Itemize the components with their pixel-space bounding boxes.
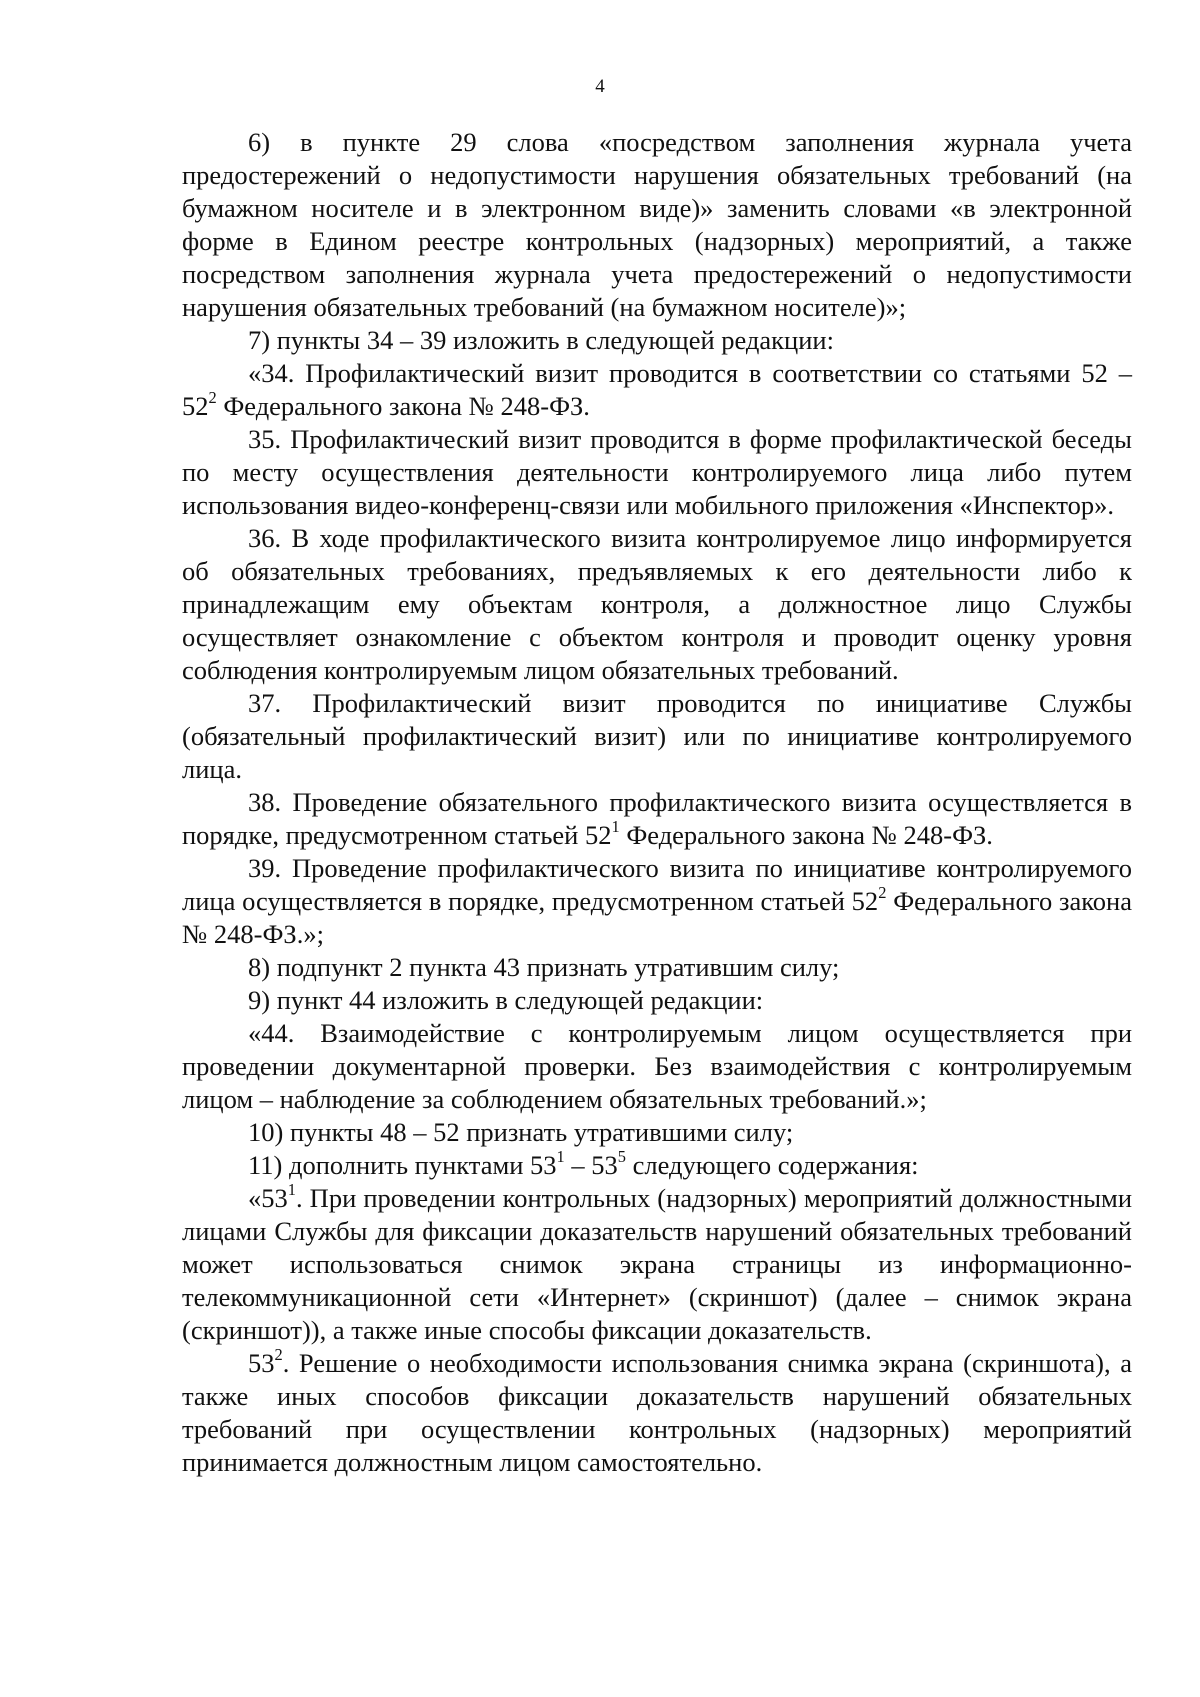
text-run: «34. Профилактический визит проводится в соответствии со статьями 52 – 52: [182, 358, 1139, 421]
text-run: . При проведении контрольных (надзорных) мероприятий должностными лицами Службы для фиксации доказательств нарушений обязательных требований может использоваться снимок экрана страницы из информационно-телекоммуникационной сети «Интернет» (скриншот) (далее – снимок экрана (скриншот)), а также иные способы фиксации доказательств.: [182, 1183, 1139, 1345]
paragraph: [182, 1344, 1139, 1479]
text-run: 8) подпункт 2 пункта 43 признать утратившим силу;: [248, 952, 840, 982]
paragraph: [182, 324, 1132, 357]
text-run: Федерального закона № 248-ФЗ.: [216, 391, 590, 421]
paragraph: [182, 357, 1139, 423]
text-run: 39. Проведение профилактического визита по инициативе контролируемого лица осуществляется в порядке, предусмотренном статьей 52: [182, 853, 1139, 916]
superscript: 1: [287, 1179, 296, 1199]
superscript: 1: [611, 816, 620, 836]
superscript: 5: [617, 1146, 626, 1166]
page-number: 4: [595, 76, 605, 97]
text-run: 7) пункты 34 – 39 изложить в следующей редакции:: [248, 325, 834, 355]
superscript: 1: [556, 1146, 565, 1166]
document-body: [182, 126, 1139, 1479]
paragraph: [182, 852, 1139, 951]
text-run: «53: [248, 1183, 288, 1213]
superscript: 2: [274, 1344, 283, 1364]
paragraph: [182, 687, 1139, 786]
text-run: 6) в пункте 29 слова «посредством заполнения журнала учета предостережений о недопустимости нарушения обязательных требований (на бумажном носителе и в электронном виде)» заменить словами «в электронной форме в Едином реестре контрольных (надзорных) мероприятий, а также посредством заполнения журнала учета предостережений о недопустимости нарушения обязательных требований (на бумажном носителе)»;: [182, 127, 1139, 322]
text-run: Федерального закона № 248-ФЗ.»;: [182, 886, 1139, 949]
paragraph: [182, 522, 1139, 687]
paragraph: [182, 1146, 1132, 1182]
paragraph: [182, 951, 1132, 984]
text-run: 9) пункт 44 изложить в следующей редакции:: [248, 985, 764, 1015]
text-run: 38. Проведение обязательного профилактического визита осуществляется в порядке, предусмотренном статьей 52: [182, 787, 1139, 850]
superscript: 2: [878, 882, 887, 902]
text-run: Федерального закона № 248-ФЗ.: [619, 820, 993, 850]
text-run: «44. Взаимодействие с контролируемым лицом осуществляется при проведении документарной проверки. Без взаимодействия с контролируемым лицом – наблюдение за соблюдением обязательных требований.»;: [182, 1018, 1139, 1114]
text-run: 37. Профилактический визит проводится по инициативе Службы (обязательный профилактический визит) или по инициативе контролируемого лица.: [182, 688, 1139, 784]
text-run: 10) пункты 48 – 52 признать утратившими силу;: [248, 1117, 794, 1147]
paragraph: [182, 423, 1139, 522]
paragraph: [182, 1116, 1132, 1149]
text-run: 11) дополнить пунктами 53: [248, 1150, 557, 1180]
text-run: 53: [248, 1348, 275, 1378]
text-run: следующего содержания:: [625, 1150, 919, 1180]
text-run: – 53: [564, 1150, 618, 1180]
text-run: 36. В ходе профилактического визита контролируемое лицо информируется об обязательных требованиях, предъявляемых к его деятельности либо к принадлежащим ему объектам контроля, а должностное лицо Службы осуществляет ознакомление с объектом контроля и проводит оценку уровня соблюдения контролируемым лицом обязательных требований.: [182, 523, 1139, 685]
superscript: 2: [208, 387, 217, 407]
text-run: 35. Профилактический визит проводится в форме профилактической беседы по месту осуществления деятельности контролируемого лица либо путем использования видео-конференц-связи или мобильного приложения «Инспектор».: [182, 424, 1139, 520]
paragraph: [182, 984, 1132, 1017]
text-run: . Решение о необходимости использования снимка экрана (скриншота), а также иных способов фиксации доказательств нарушений обязательных требований при осуществлении контрольных (надзорных) мероприятий принимается должностным лицом самостоятельно.: [182, 1348, 1139, 1477]
paragraph: [182, 126, 1139, 324]
paragraph: [182, 1179, 1139, 1347]
paragraph: [182, 786, 1139, 852]
paragraph: [182, 1017, 1139, 1116]
